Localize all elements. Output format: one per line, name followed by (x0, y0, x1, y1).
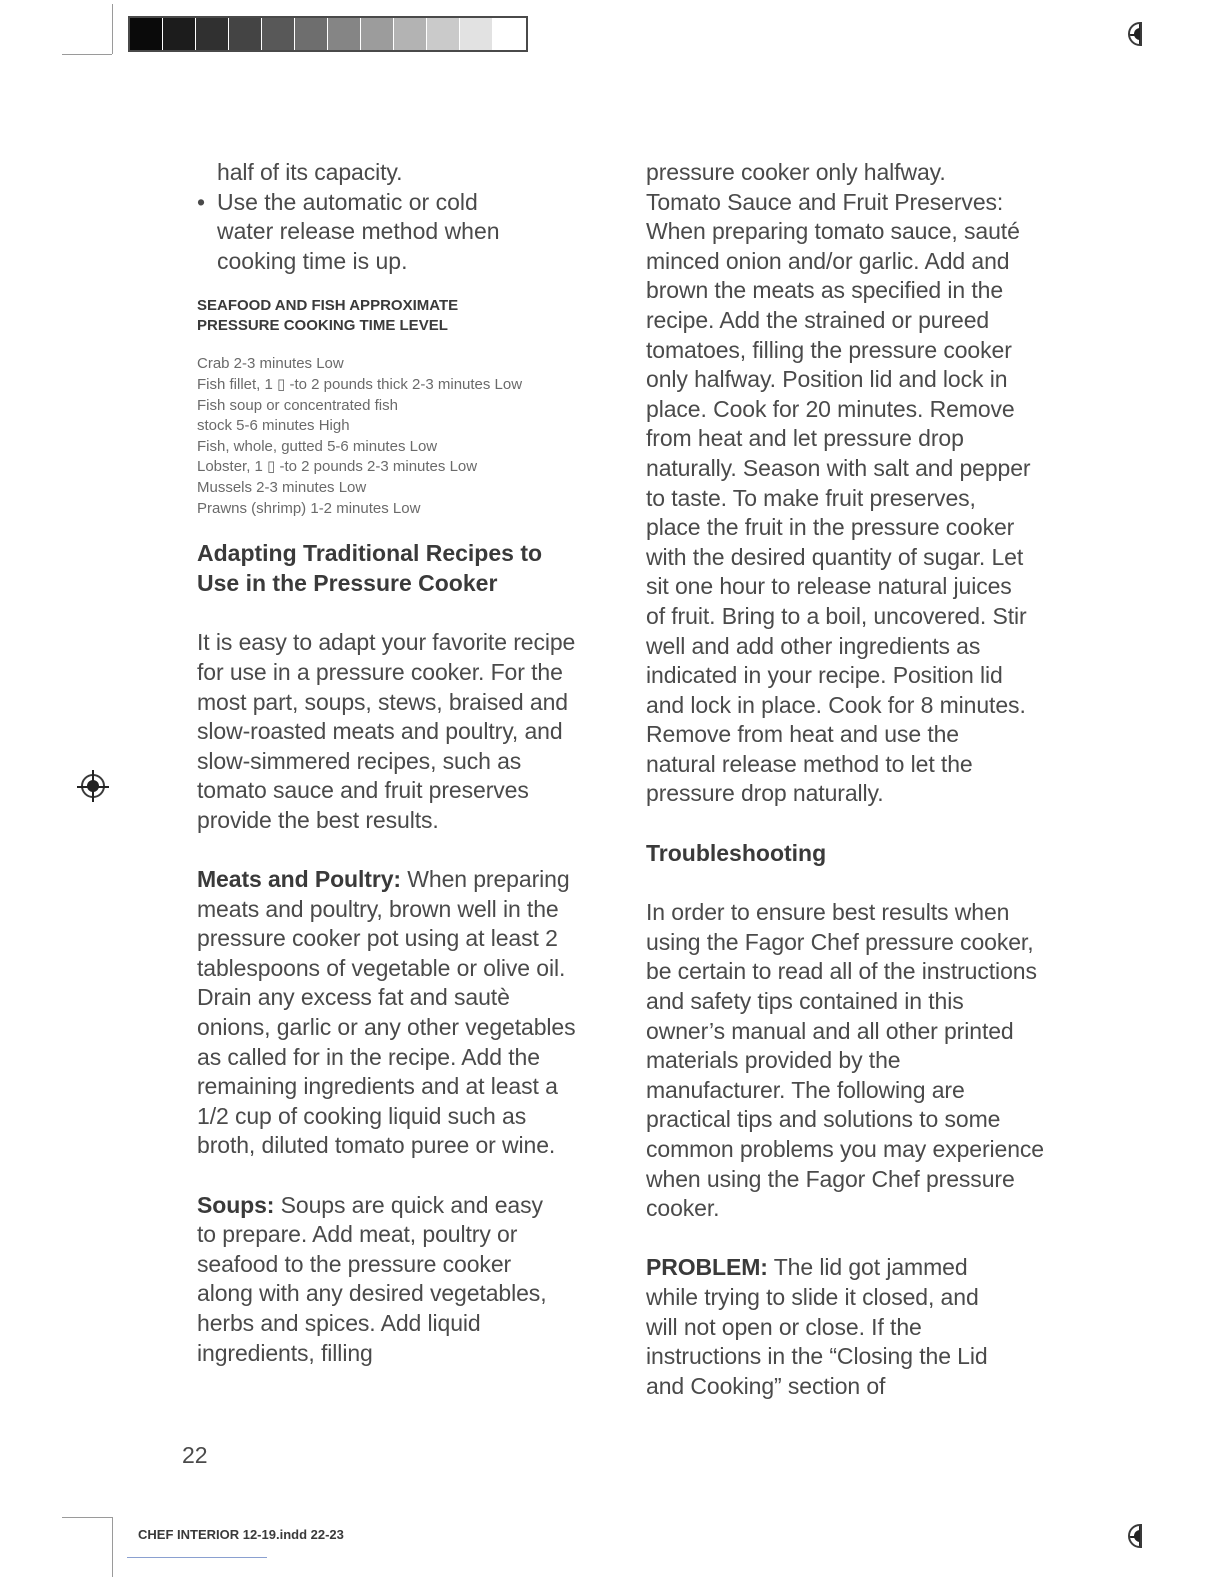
swatch (295, 18, 328, 50)
swatch (229, 18, 262, 50)
registration-mark-icon (1128, 1524, 1142, 1548)
meats-paragraph (197, 865, 582, 1161)
page-number: 22 (182, 1442, 208, 1468)
right-column (646, 158, 1066, 1431)
registration-mark-icon (81, 774, 105, 798)
table-row: Prawns (shrimp) 1-2 minutes Low (197, 499, 421, 517)
color-calibration-bar (128, 16, 528, 52)
problem-text: The lid got jammed while trying to slide it closed, and will not open or close. If the instructions in the “Closing the Lid and Cooking” section of (646, 1254, 988, 1399)
meats-lead: Meats and Poultry: (197, 866, 401, 893)
registration-mark-icon (1128, 22, 1142, 46)
table-heading (197, 296, 617, 336)
left-column (197, 158, 617, 1398)
problem-paragraph (646, 1253, 996, 1401)
crop-mark-top-horizontal (62, 54, 112, 55)
swatch (196, 18, 229, 50)
table-row: Crab 2-3 minutes Low (197, 355, 344, 373)
tomato-paragraph: Tomato Sauce and Fruit Preserves: When preparing tomato sauce, sauté minced onion and/or garlic. Add and brown the meats as specified in the recipe. Add the strained or pureed tomatoes, filling the pressure cooker only halfway. Position lid and lock in place. Cook for 20 minutes. Remove from heat and let pressure drop naturally. Season with salt and pepper to taste. To make fruit preserves, place the fruit in the pressure cooker with the desired quantity of sugar. Let sit one hour to release natural juices of fruit. Bring to a boil, uncovered. Stir well and add other ingredients as indicated in your recipe. Position lid and lock in place. Cook for 8 minutes. Remove from heat and use the natural release method to let the pressure drop naturally. (646, 188, 1031, 807)
table-row: stock 5-6 minutes High (197, 417, 350, 435)
intro-line: half of its capacity. (217, 159, 403, 185)
swatch (163, 18, 196, 50)
soups-text: Soups are quick and easy to prepare. Add meat, poultry or seafood to the pressure cooker along with any desired vegetables, herbs and spices. Add liquid ingredients, filling (197, 1191, 547, 1366)
table-row: Fish fillet, 1 ▯ -to 2 pounds thick 2-3 minutes Low (197, 375, 523, 393)
swatch (328, 18, 361, 50)
section-heading (197, 539, 617, 598)
troubleshooting-paragraph: In order to ensure best results when using the Fagor Chef pressure cooker, be certain to read all of the instructions and safety tips contained in this owner’s manual and all other printed materials provided by the manufacturer. The following are practical tips and solutions to some common problems you may experience when using the Fagor Chef pressure cooker. (646, 899, 1044, 1222)
section-heading-line: Adapting Traditional Recipes to (197, 540, 543, 567)
continued-text: pressure cooker only halfway. (646, 159, 946, 185)
table-heading-line: PRESSURE COOKING TIME LEVEL (197, 317, 448, 335)
crop-mark-bottom-vertical (112, 1517, 113, 1577)
troubleshooting-heading: Troubleshooting (646, 839, 827, 866)
bullet-item (197, 188, 617, 277)
swatch (262, 18, 295, 50)
swatch (394, 18, 427, 50)
problem-lead: PROBLEM: (646, 1254, 768, 1281)
table-row: Fish soup or concentrated fish (197, 396, 398, 414)
swatch (460, 18, 493, 50)
crop-mark-bottom-horizontal (62, 1517, 112, 1518)
swatch (493, 18, 526, 50)
table-row: Fish, whole, gutted 5-6 minutes Low (197, 437, 438, 455)
file-slug: CHEF INTERIOR 12-19.indd 22-23 (138, 1527, 344, 1542)
swatch (427, 18, 460, 50)
swatch (361, 18, 394, 50)
slug-underline (127, 1557, 267, 1558)
crop-mark-top-vertical (112, 4, 113, 54)
adapt-paragraph: It is easy to adapt your favorite recipe for use in a pressure cooker. For the most part, soups, stews, braised and slow-roasted meats and poultry, and slow-simmered recipes, such as tomato sauce and fruit preserves provide the best results. (197, 629, 576, 833)
bullet-text: Use the automatic or cold water release method when cooking time is up. (217, 188, 500, 274)
meats-text: When preparing meats and poultry, brown well in the pressure cooker pot using at least 2 tablespoons of vegetable or olive oil. Drain any excess fat and sautè onions, garlic or any other vegetables as called for in the recipe. Add the remaining ingredients and at least a 1/2 cup of cooking liquid such as broth, diluted tomato puree or wine. (197, 866, 576, 1159)
soups-paragraph (197, 1191, 567, 1369)
section-heading-line: Use in the Pressure Cooker (197, 569, 498, 596)
table-row: Lobster, 1 ▯ -to 2 pounds 2-3 minutes Low (197, 458, 478, 476)
bullet-dot: • (197, 188, 206, 215)
swatch (130, 18, 163, 50)
cooking-time-table (197, 354, 617, 519)
table-heading-line: SEAFOOD AND FISH APPROXIMATE (197, 297, 459, 315)
table-row: Mussels 2-3 minutes Low (197, 478, 367, 496)
soups-lead: Soups: (197, 1191, 275, 1218)
